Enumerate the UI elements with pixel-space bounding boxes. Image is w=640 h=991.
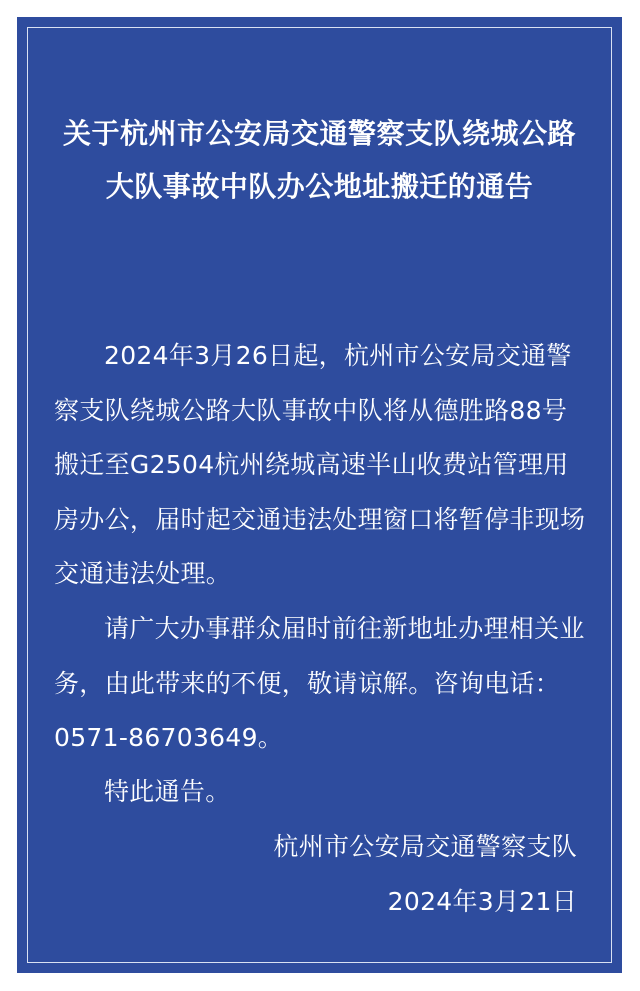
- notice-paragraph-3: 特此通告。: [104, 777, 231, 806]
- notice-paragraph-1: 2024年3月26日起，杭州市公安局交通警察支队绕城公路大队事故中队将从德胜路88号搬迁至G2504杭州绕城高速半山收费站管理用房办公，届时起交通违法处理窗口将暂停非现场交通违法处理。: [54, 341, 586, 588]
- notice-paragraph-2: 请广大办事群众届时前往新地址办理相关业务，由此带来的不便，敬请谅解。咨询电话：0571-86703649。: [54, 614, 585, 752]
- notice-signature: [273, 820, 577, 929]
- notice-board: [17, 17, 622, 973]
- signature-date: 2024年3月21日: [387, 886, 577, 916]
- notice-title-line-1: 关于杭州市公安局交通警察支队绕城公路: [62, 117, 576, 150]
- notice-title-line-2: 大队事故中队办公地址搬迁的通告: [105, 170, 534, 203]
- notice-title: [17, 107, 622, 213]
- signature-organization: 杭州市公安局交通警察支队: [273, 832, 577, 861]
